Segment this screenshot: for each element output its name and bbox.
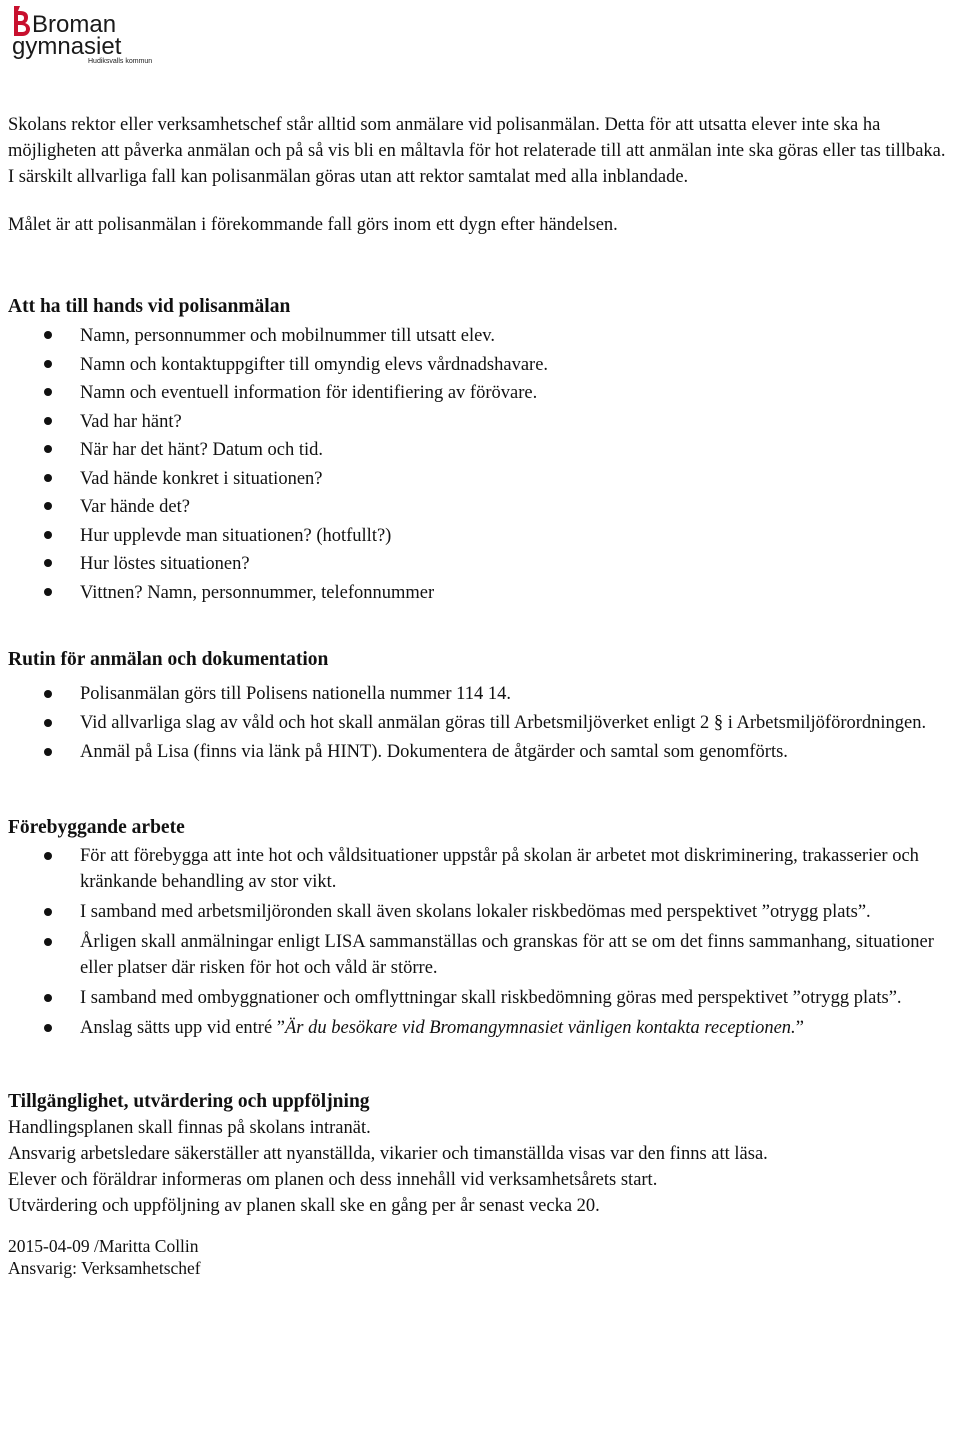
list-item-text: Anmäl på Lisa (finns via länk på HINT). Dokumentera de åtgärder och samtal som genomförts. — [80, 742, 788, 762]
forebygg-list — [8, 843, 956, 1041]
section-title-forebygg: Förebyggande arbete — [8, 817, 185, 838]
spacer — [8, 238, 956, 294]
list-item — [8, 436, 956, 465]
bullet-icon — [44, 690, 52, 698]
rutin-list — [8, 681, 956, 765]
list-item-text: Namn och kontaktuppgifter till omyndig elevs vårdnadshavare. — [80, 354, 549, 375]
bullet-icon — [44, 938, 52, 946]
list-item — [8, 322, 956, 351]
document-footer — [8, 1235, 956, 1279]
spacer — [8, 765, 956, 815]
bullet-icon — [44, 331, 52, 339]
bullet-icon — [44, 994, 52, 1002]
document-body — [8, 112, 956, 1279]
logo-brand-line2: gymnasiet — [12, 33, 122, 60]
list-item-text: Vad hände konkret i situationen? — [80, 468, 323, 489]
text-line: Handlingsplanen skall finnas på skolans intranät. — [8, 1118, 371, 1138]
spacer — [8, 1219, 956, 1235]
list-item-text: Anslag sätts upp vid entré ” — [80, 1018, 285, 1038]
logo-brand-line1: Broman — [32, 11, 117, 38]
list-item-text: I samband med arbetsmiljöronden skall även skolans lokaler riskbedömas med perspektivet ”otrygg plats”. — [80, 902, 871, 922]
list-item — [8, 739, 956, 765]
footer-responsible: Ansvarig: Verksamhetschef — [8, 1258, 201, 1278]
list-item-text: Namn, personnummer och mobilnummer till utsatt elev. — [80, 326, 495, 346]
list-item — [8, 408, 956, 437]
list-item-text: Namn och eventuell information för identifiering av förövare. — [80, 383, 538, 403]
logo-brand-line3: Hudiksvalls kommun — [88, 58, 153, 64]
list-item — [8, 379, 956, 408]
bullet-icon — [44, 1024, 52, 1032]
bullet-icon — [44, 360, 52, 368]
bullet-icon — [44, 719, 52, 727]
bullet-icon — [44, 559, 52, 567]
text-line: Ansvarig arbetsledare säkerställer att nyanställda, vikarier och timanställda visas var den finns att läsa. — [8, 1144, 768, 1164]
bullet-icon — [44, 502, 52, 510]
bullet-icon — [44, 588, 52, 596]
bullet-icon — [44, 531, 52, 539]
list-item-text: När har det hänt? Datum och tid. — [80, 440, 323, 460]
intro-paragraph-1: Skolans rektor eller verksamhetschef står alltid som anmälare vid polisanmälan. Detta för att utsatta elever inte ska ha möjligheten att påverka anmälan och på så vis bli en måltavla för hot relaterade till att anmälan inte ska göras eller tas tillbaka. I särskilt allvarliga fall kan polisanmälan göras utan att rektor samtalat med alla inblandade. — [8, 115, 946, 187]
handlist-list — [8, 322, 956, 607]
list-item — [8, 681, 956, 707]
list-item-text: Årligen skall anmälningar enligt LISA sammanställas och granskas för att se om det finns sammanhang, situationer eller platser där risken för hot och våld är större. — [80, 932, 934, 978]
list-item-text: Var hände det? — [80, 497, 190, 517]
spacer — [8, 607, 956, 647]
list-item — [8, 843, 956, 895]
school-logo — [8, 2, 158, 64]
footer-date-author: 2015-04-09 /Maritta Collin — [8, 1236, 199, 1256]
list-item — [8, 899, 956, 925]
list-item — [8, 351, 956, 380]
text-line: Utvärdering och uppföljning av planen skall ske en gång per år senast vecka 20. — [8, 1196, 600, 1216]
list-item — [8, 465, 956, 494]
list-item — [8, 579, 956, 608]
spacer — [8, 1041, 956, 1089]
tillganglighet-text — [8, 1115, 956, 1219]
bullet-icon — [44, 748, 52, 756]
list-item-text: Polisanmälan görs till Polisens nationella nummer 114 14. — [80, 684, 511, 704]
list-item-text: Hur löstes situationen? — [80, 554, 250, 574]
list-item-text: För att förebygga att inte hot och våldsituationer uppstår på skolan är arbetet mot diskriminering, trakasserier och kränkande behandling av stor vikt. — [80, 846, 919, 892]
section-title-tillganglighet: Tillgänglighet, utvärdering och uppföljning — [8, 1091, 370, 1112]
section-title-rutin: Rutin för anmälan och dokumentation — [8, 649, 329, 670]
intro-paragraph-2: Målet är att polisanmälan i förekommande fall görs inom ett dygn efter händelsen. — [8, 215, 618, 235]
bullet-icon — [44, 445, 52, 453]
closing-quote: ” — [795, 1018, 804, 1038]
logo-b-mark — [14, 6, 30, 36]
list-item — [8, 522, 956, 551]
list-item — [8, 550, 956, 579]
text-line: Elever och föräldrar informeras om planen och dess innehåll vid verksamhetsårets start. — [8, 1170, 658, 1190]
bullet-icon — [44, 908, 52, 916]
notice-text: Är du besökare vid Bromangymnasiet vänligen kontakta receptionen. — [285, 1018, 796, 1038]
list-item — [8, 493, 956, 522]
list-item-text: Hur upplevde man situationen? (hotfullt?) — [80, 525, 392, 546]
bullet-icon — [44, 474, 52, 482]
list-item-text: Vid allvarliga slag av våld och hot skall anmälan göras till Arbetsmiljöverket enligt 2 § i Arbetsmiljöförordningen. — [80, 713, 927, 733]
list-item — [8, 985, 956, 1011]
list-item-text: I samband med ombyggnationer och omflyttningar skall riskbedömning göras med perspektivet ”otrygg plats”. — [80, 988, 902, 1008]
list-item — [8, 1015, 956, 1041]
section-title-handlist: Att ha till hands vid polisanmälan — [8, 296, 291, 317]
bullet-icon — [44, 852, 52, 860]
list-item — [8, 929, 956, 981]
list-item-text: Vad har hänt? — [80, 411, 182, 432]
logo-graphic — [8, 2, 158, 64]
list-item-text: Vittnen? Namn, personnummer, telefonnummer — [80, 582, 435, 603]
list-item — [8, 710, 956, 736]
bullet-icon — [44, 417, 52, 425]
bullet-icon — [44, 388, 52, 396]
